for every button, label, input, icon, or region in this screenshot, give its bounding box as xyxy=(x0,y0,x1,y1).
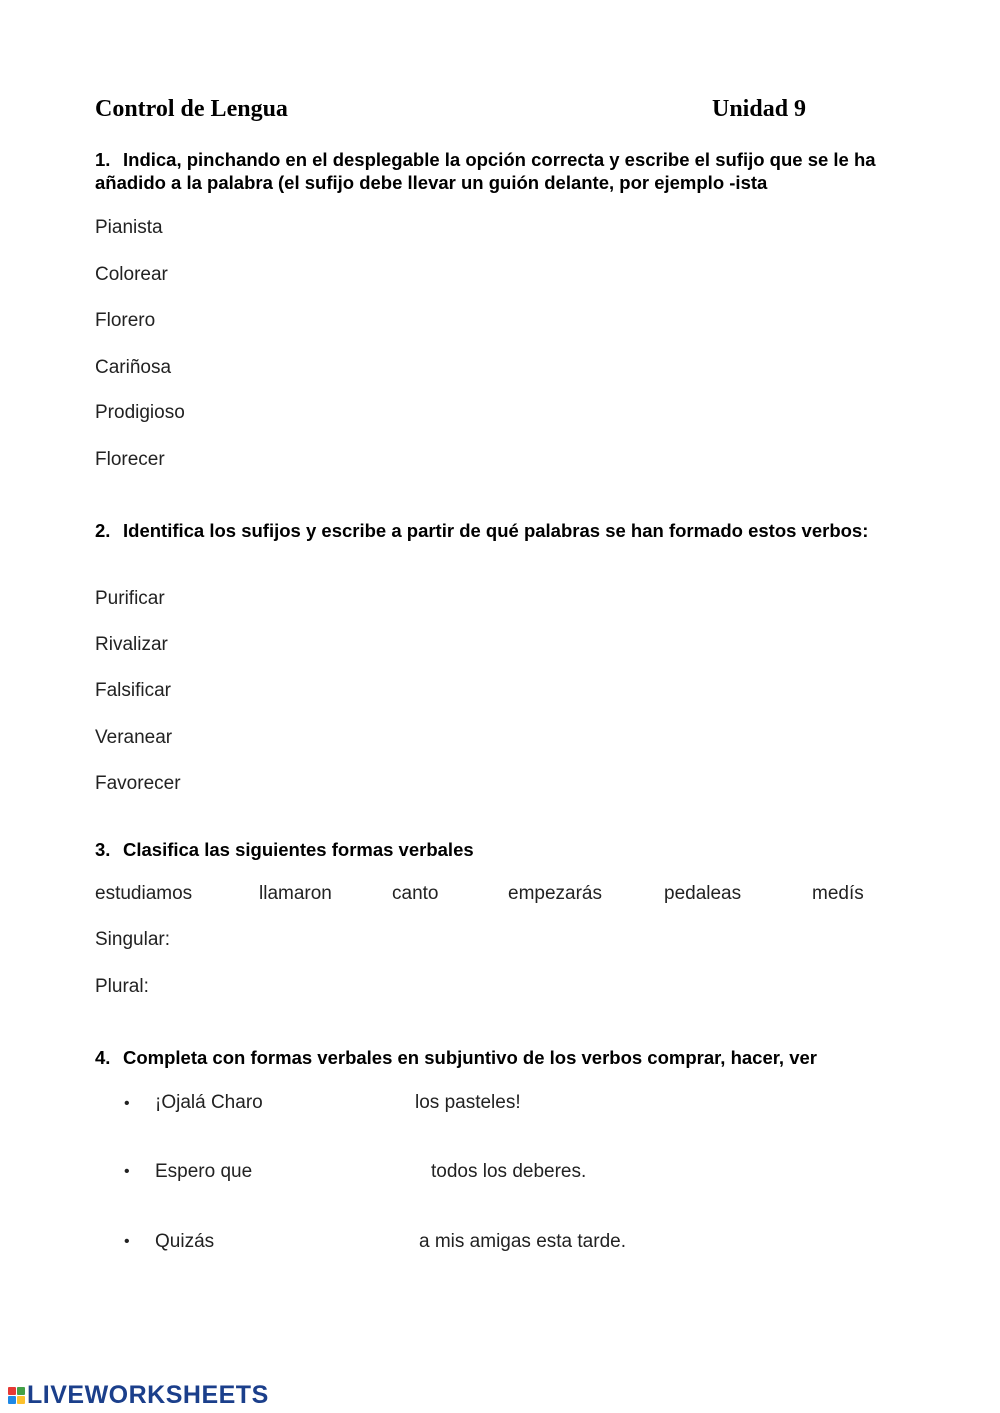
question-1 xyxy=(95,148,915,194)
logo-block xyxy=(17,1387,25,1395)
q4-sentence-end: a mis amigas esta tarde. xyxy=(419,1231,626,1252)
logo-block xyxy=(8,1387,16,1395)
question-3-number: 3. xyxy=(95,839,111,860)
question-1-number: 1. xyxy=(95,149,111,170)
logo-text: LIVEWORKSHEETS xyxy=(27,1380,269,1409)
question-2 xyxy=(95,519,915,542)
plural-label: Plural: xyxy=(95,976,149,997)
q1-word: Colorear xyxy=(95,264,168,285)
liveworksheets-logo xyxy=(8,1381,269,1409)
question-3-text: Clasifica las siguientes formas verbales xyxy=(123,839,474,860)
q4-sentence-start: ¡Ojalá Charo xyxy=(155,1092,263,1113)
q1-word: Florero xyxy=(95,310,156,331)
question-4 xyxy=(95,1046,915,1069)
logo-block xyxy=(17,1396,25,1404)
unit-label: Unidad 9 xyxy=(712,96,807,122)
question-4-number: 4. xyxy=(95,1047,111,1068)
question-3 xyxy=(95,838,915,861)
logo-block xyxy=(8,1396,16,1404)
q2-word: Purificar xyxy=(95,588,165,609)
page-title: Control de Lengua xyxy=(95,96,288,122)
q4-sentence-end: todos los deberes. xyxy=(431,1161,587,1182)
q3-verb: empezarás xyxy=(508,883,602,904)
q3-verb: canto xyxy=(392,883,439,904)
q3-verb: llamaron xyxy=(259,883,332,904)
q2-word: Rivalizar xyxy=(95,634,168,655)
q1-word: Pianista xyxy=(95,217,163,238)
q3-verb: pedaleas xyxy=(664,883,742,904)
q1-word: Cariñosa xyxy=(95,357,172,378)
q3-verb: estudiamos xyxy=(95,883,193,904)
question-2-text: Identifica los sufijos y escribe a partir de qué palabras se han formado estos verbos: xyxy=(123,520,869,541)
q1-word: Prodigioso xyxy=(95,402,185,423)
question-1-text: Indica, pinchando en el desplegable la opción correcta y escribe el sufijo que se le ha añadido a la palabra (el sufijo debe llevar un guión delante, por ejemplo -ista xyxy=(95,149,876,193)
question-2-number: 2. xyxy=(95,520,111,541)
q3-verb: medís xyxy=(812,883,864,904)
q2-word: Favorecer xyxy=(95,773,181,794)
q1-word: Florecer xyxy=(95,449,165,470)
bullet-icon: • xyxy=(124,1095,130,1112)
q2-word: Falsificar xyxy=(95,680,172,701)
logo-blocks-icon xyxy=(8,1387,25,1404)
bullet-icon: • xyxy=(124,1163,130,1180)
singular-label: Singular: xyxy=(95,929,170,950)
question-4-text: Completa con formas verbales en subjuntivo de los verbos comprar, hacer, ver xyxy=(123,1047,817,1068)
q2-word: Veranear xyxy=(95,727,173,748)
q4-sentence-start: Espero que xyxy=(155,1161,253,1182)
q4-sentence-start: Quizás xyxy=(155,1231,215,1252)
q4-sentence-end: los pasteles! xyxy=(415,1092,521,1113)
bullet-icon: • xyxy=(124,1233,130,1250)
